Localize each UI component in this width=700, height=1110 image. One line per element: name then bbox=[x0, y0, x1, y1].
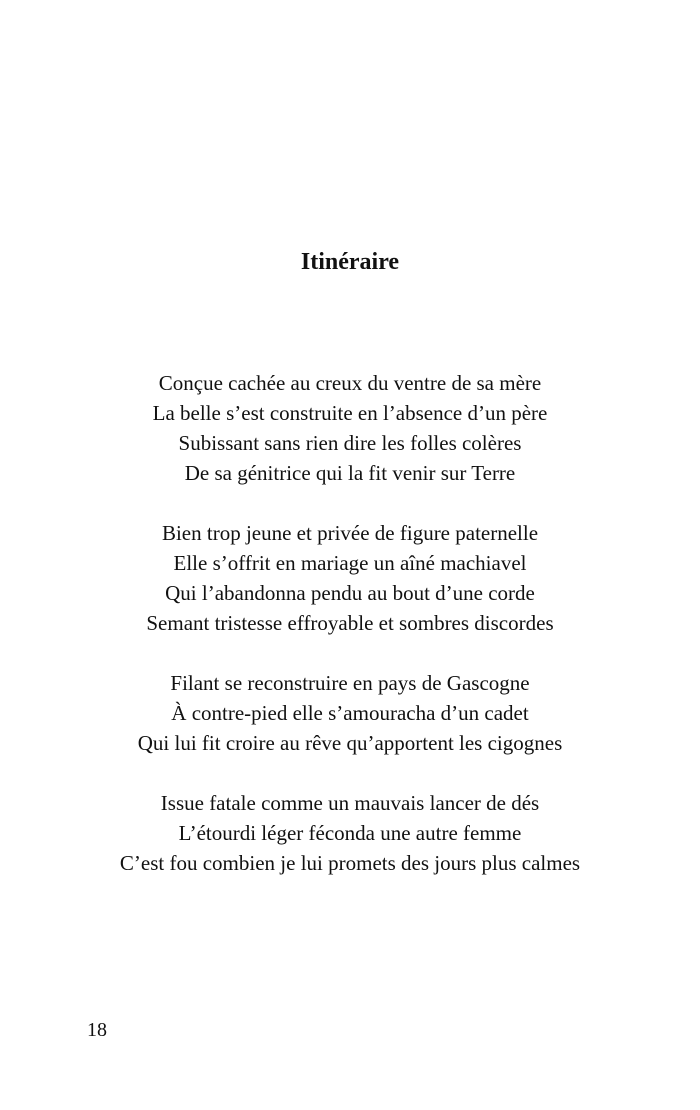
poem-line: Qui l’abandonna pendu au bout d’une corde bbox=[165, 581, 535, 605]
stanza-1 bbox=[0, 368, 700, 488]
poem-line: La belle s’est construite en l’absence d’un père bbox=[152, 401, 548, 425]
poem-line: Filant se reconstruire en pays de Gascogne bbox=[170, 671, 530, 695]
poem-line: Bien trop jeune et privée de figure paternelle bbox=[161, 521, 539, 545]
poem-line: De sa génitrice qui la fit venir sur Terre bbox=[184, 461, 516, 485]
poem-line: L’étourdi léger féconda une autre femme bbox=[178, 821, 522, 845]
stanza-3 bbox=[0, 668, 700, 758]
stanza-2 bbox=[0, 518, 700, 638]
poem-line: C’est fou combien je lui promets des jours plus calmes bbox=[119, 851, 581, 875]
poem-line: Semant tristesse effroyable et sombres discordes bbox=[146, 611, 554, 635]
poem-line: À contre-pied elle s’amouracha d’un cadet bbox=[171, 701, 529, 725]
poem-title: Itinéraire bbox=[300, 249, 400, 275]
poem-line: Issue fatale comme un mauvais lancer de dés bbox=[160, 791, 540, 815]
stanza-4 bbox=[0, 788, 700, 878]
poem-line: Elle s’offrit en mariage un aîné machiavel bbox=[173, 551, 527, 575]
poem-line: Qui lui fit croire au rêve qu’apportent les cigognes bbox=[137, 731, 563, 755]
poem-line: Subissant sans rien dire les folles colères bbox=[178, 431, 522, 455]
page-number: 18 bbox=[87, 1019, 107, 1041]
poem-line: Conçue cachée au creux du ventre de sa mère bbox=[158, 371, 542, 395]
